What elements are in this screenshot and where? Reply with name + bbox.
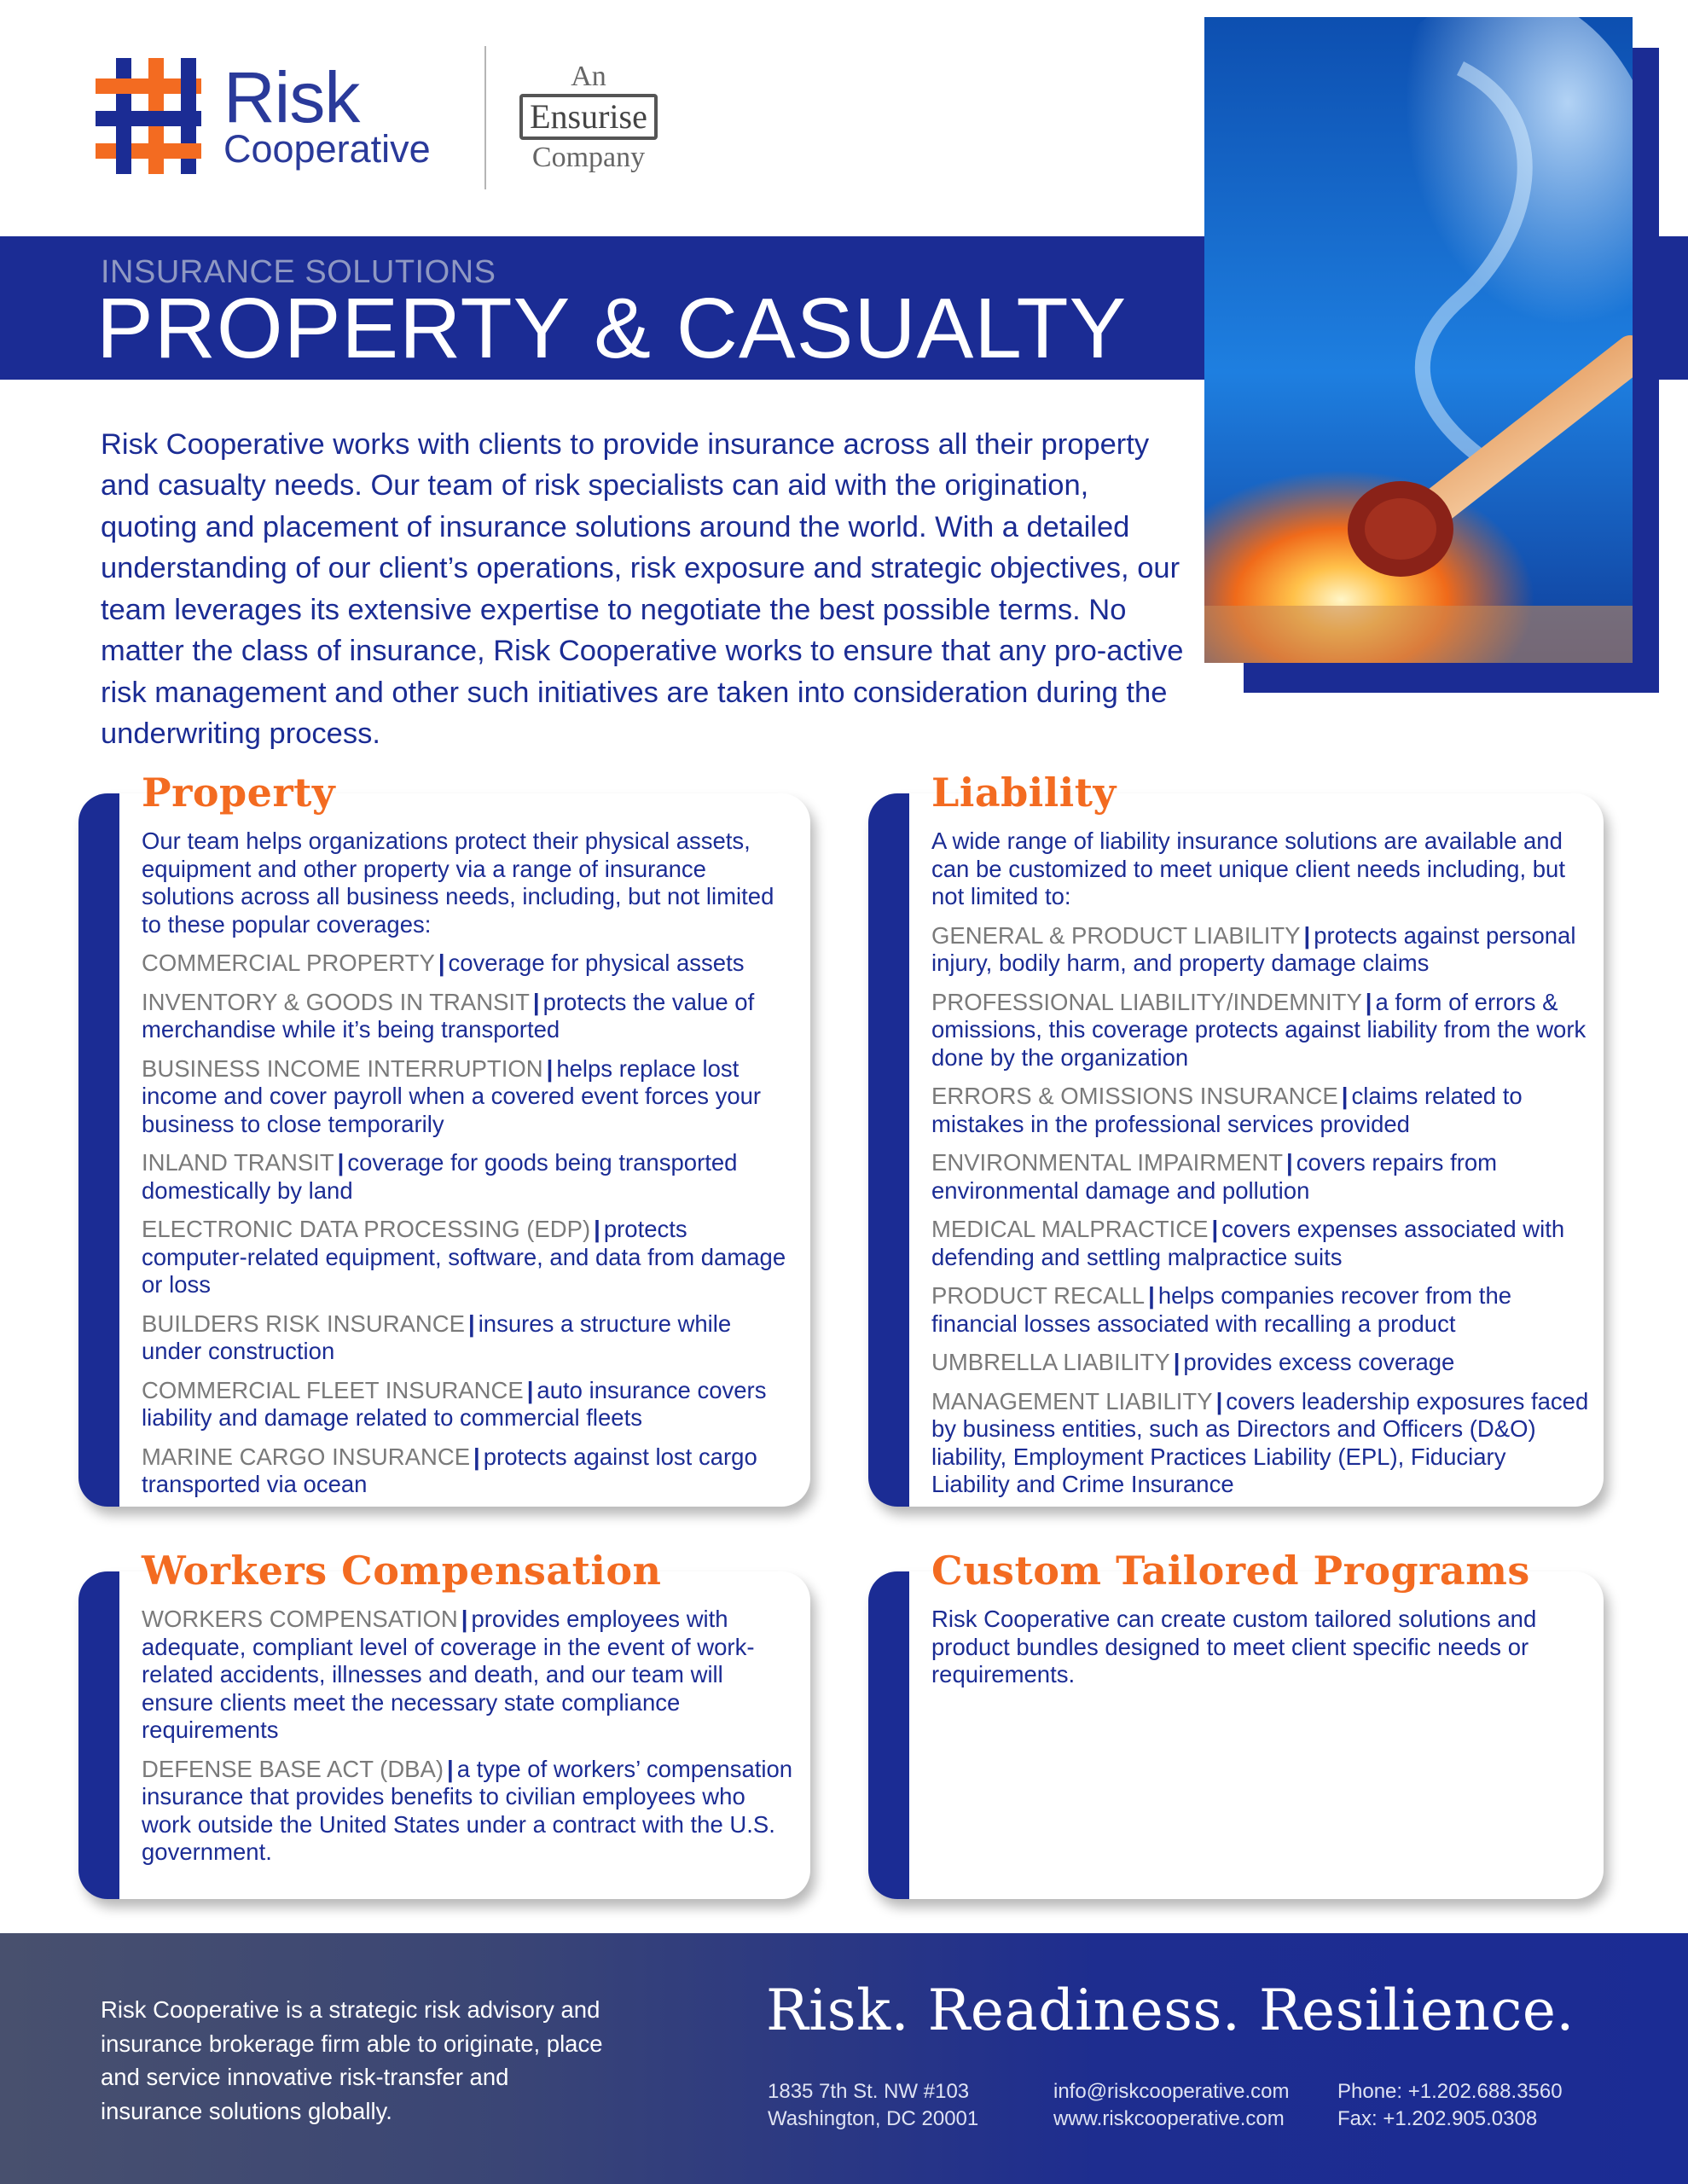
coverage-item xyxy=(142,1377,797,1432)
coverage-separator: | xyxy=(546,1054,554,1082)
coverage-description: protects against personal injury, bodily harm, and property damage claims xyxy=(931,921,1576,976)
coverage-separator: | xyxy=(438,950,445,976)
coverage-description: provides excess coverage xyxy=(1183,1349,1455,1375)
footer-about: Risk Cooperative is a strategic risk advisory and insurance brokerage firm able to originate, place and service innovative risk-transfer and insurance solutions globally. xyxy=(101,1996,603,2124)
coverage-item xyxy=(931,1216,1590,1271)
address-line-1: 1835 7th St. NW #103 xyxy=(768,2080,970,2103)
coverage-separator: | xyxy=(447,1755,454,1782)
workers-compensation-card xyxy=(78,1548,810,1899)
brand-name-cooperative: Cooperative xyxy=(223,127,431,171)
ensurise-logo xyxy=(512,60,665,176)
footer-web-contact xyxy=(1053,2078,1289,2133)
custom-programs-card xyxy=(868,1548,1604,1899)
coverage-name: DEFENSE BASE ACT (DBA) xyxy=(142,1755,444,1782)
coverage-name: INLAND TRANSIT xyxy=(142,1149,334,1176)
card-accent xyxy=(868,793,909,1507)
property-title: Property xyxy=(142,770,336,816)
coverage-separator: | xyxy=(526,1376,534,1403)
workers-items-list xyxy=(142,1606,797,1867)
coverage-name: WORKERS COMPENSATION xyxy=(142,1606,458,1632)
coverage-item xyxy=(931,922,1590,978)
liability-items-list xyxy=(931,922,1590,1499)
property-card xyxy=(78,770,810,1507)
coverage-name: PROFESSIONAL LIABILITY/INDEMNITY xyxy=(931,988,1362,1015)
phone-number: Phone: +1.202.688.3560 xyxy=(1337,2080,1563,2103)
footer-phone-contact xyxy=(1337,2078,1563,2133)
property-items-list xyxy=(142,950,797,1499)
website-link[interactable]: www.riskcooperative.com xyxy=(1053,2107,1285,2130)
coverage-description: covers leadership exposures faced by business entities, such as Directors and Officers (D&O) liability, Employment Practices Liability (EPL), Fiduciary Liability and Crime Insurance xyxy=(931,1387,1589,1497)
coverage-name: GENERAL & PRODUCT LIABILITY xyxy=(931,921,1301,949)
coverage-name: COMMERCIAL FLEET INSURANCE xyxy=(142,1376,524,1403)
coverage-separator: | xyxy=(1148,1282,1155,1309)
coverage-separator: | xyxy=(594,1216,600,1242)
coverage-separator: | xyxy=(1303,921,1311,949)
coverage-name: UMBRELLA LIABILITY xyxy=(931,1349,1170,1375)
coverage-item xyxy=(931,1349,1590,1377)
custom-title: Custom Tailored Programs xyxy=(931,1548,1530,1594)
custom-description: Risk Cooperative can create custom tailored solutions and product bundles designed to meet client specific needs or requirements. xyxy=(931,1606,1537,1687)
risk-cooperative-logo-icon xyxy=(96,58,241,174)
coverage-description: covers expenses associated with defending and settling malpractice suits xyxy=(931,1216,1565,1270)
coverage-separator: | xyxy=(1286,1149,1293,1176)
coverage-item xyxy=(142,989,797,1044)
coverage-description: auto insurance covers liability and damage related to commercial fleets xyxy=(142,1376,767,1431)
coverage-name: INVENTORY & GOODS IN TRANSIT xyxy=(142,988,530,1015)
card-accent xyxy=(78,1571,119,1899)
liability-card xyxy=(868,770,1604,1507)
brand-wordmark xyxy=(223,57,431,171)
fax-number: Fax: +1.202.905.0308 xyxy=(1337,2107,1538,2130)
address-line-2: Washington, DC 20001 xyxy=(768,2107,979,2130)
coverage-item xyxy=(931,989,1590,1072)
coverage-description: insures a structure while under construction xyxy=(142,1310,732,1364)
coverage-separator: | xyxy=(473,1443,480,1470)
footer-tagline: Risk. Readiness. Resilience. xyxy=(766,1978,1575,2043)
coverage-name: ENVIRONMENTAL IMPAIRMENT xyxy=(931,1149,1284,1176)
coverage-name: BUSINESS INCOME INTERRUPTION xyxy=(142,1054,543,1082)
coverage-item xyxy=(142,950,797,978)
coverage-item xyxy=(931,1282,1590,1338)
coverage-separator: | xyxy=(461,1606,468,1632)
liability-description: A wide range of liability insurance solutions are available and can be customized to meet unique client needs including, but not limited to: xyxy=(931,828,1565,909)
property-description: Our team helps organizations protect their physical assets, equipment and other property via a range of insurance solutions across all business needs, including, but not limited to these popular coverages: xyxy=(142,828,774,938)
coverage-description: provides employees with adequate, compliant level of coverage in the event of work-related accidents, illnesses and death, and our team will ensure clients meet the necessary state compliance requirements xyxy=(142,1606,755,1743)
coverage-description: helps replace lost income and cover payroll when a covered event forces your business to close temporarily xyxy=(142,1054,762,1137)
coverage-name: ERRORS & OMISSIONS INSURANCE xyxy=(931,1083,1338,1109)
coverage-separator: | xyxy=(1341,1083,1349,1109)
footer-address xyxy=(768,2078,978,2133)
page-title: PROPERTY & CASUALTY xyxy=(96,281,1128,376)
coverage-item xyxy=(142,1310,797,1366)
coverage-name: BUILDERS RISK INSURANCE xyxy=(142,1310,465,1337)
coverage-item xyxy=(931,1149,1590,1205)
coverage-item xyxy=(142,1149,797,1205)
intro-paragraph: Risk Cooperative works with clients to provide insurance across all their property and casualty needs. Our team of risk specialists can aid with the origination, quoting and placement of insurance solutions around the world. With a detailed understanding of our client’s operations, risk exposure and strategic objectives, our team leverages its extensive expertise to negotiate the best possible terms. No matter the class of insurance, Risk Cooperative works to ensure that any pro-active risk management and other such initiatives are taken into consideration during the underwriting process. xyxy=(101,427,1184,750)
coverage-item xyxy=(931,1083,1590,1138)
coverage-separator: | xyxy=(1215,1387,1223,1414)
coverage-separator: | xyxy=(1365,988,1372,1015)
card-accent xyxy=(868,1571,909,1899)
ensurise-company: Company xyxy=(531,142,646,173)
coverage-item xyxy=(142,1055,797,1139)
workers-title: Workers Compensation xyxy=(142,1548,662,1594)
card-accent xyxy=(78,793,119,1507)
coverage-item xyxy=(142,1756,797,1867)
coverage-item xyxy=(142,1606,797,1745)
coverage-name: MEDICAL MALPRACTICE xyxy=(931,1216,1209,1242)
coverage-separator: | xyxy=(337,1149,345,1176)
coverage-name: PRODUCT RECALL xyxy=(931,1282,1146,1309)
coverage-item xyxy=(931,1388,1590,1499)
brand-name-risk: Risk xyxy=(223,57,360,137)
coverage-description: coverage for physical assets xyxy=(448,950,745,976)
coverage-item xyxy=(142,1443,797,1499)
coverage-description: covers repairs from environmental damage and pollution xyxy=(931,1149,1498,1204)
liability-title: Liability xyxy=(931,770,1117,816)
coverage-description: protects computer-related equipment, software, and data from damage or loss xyxy=(142,1216,786,1298)
coverage-description: claims related to mistakes in the professional services provided xyxy=(931,1083,1523,1137)
logo-divider xyxy=(484,46,486,189)
coverage-description: coverage for goods being transported domestically by land xyxy=(142,1149,738,1204)
coverage-description: a form of errors & omissions, this coverage protects against liability from the work done by the organization xyxy=(931,988,1586,1071)
coverage-name: MANAGEMENT LIABILITY xyxy=(931,1387,1213,1414)
coverage-description: helps companies recover from the financial losses associated with recalling a product xyxy=(931,1282,1512,1337)
coverage-name: COMMERCIAL PROPERTY xyxy=(142,950,435,976)
coverage-name: MARINE CARGO INSURANCE xyxy=(142,1443,471,1470)
email-link[interactable]: info@riskcooperative.com xyxy=(1053,2080,1290,2103)
coverage-description: a type of workers’ compensation insurance that provides benefits to civilian employees who work outside the United States under a contract with the U.S. government. xyxy=(142,1755,793,1865)
coverage-separator: | xyxy=(532,988,540,1015)
ensurise-an: An xyxy=(571,61,606,92)
coverage-description: protects against lost cargo transported via ocean xyxy=(142,1443,757,1497)
section-kicker: INSURANCE SOLUTIONS xyxy=(101,254,496,290)
coverage-separator: | xyxy=(1211,1216,1219,1242)
coverage-item xyxy=(142,1216,797,1299)
coverage-separator: | xyxy=(467,1310,475,1337)
ensurise-name: Ensurise xyxy=(519,94,658,140)
burning-match-photo xyxy=(1204,17,1633,663)
coverage-description: protects the value of merchandise while it’s being transported xyxy=(142,988,755,1043)
coverage-separator: | xyxy=(1173,1349,1180,1375)
coverage-name: ELECTRONIC DATA PROCESSING (EDP) xyxy=(142,1216,591,1242)
